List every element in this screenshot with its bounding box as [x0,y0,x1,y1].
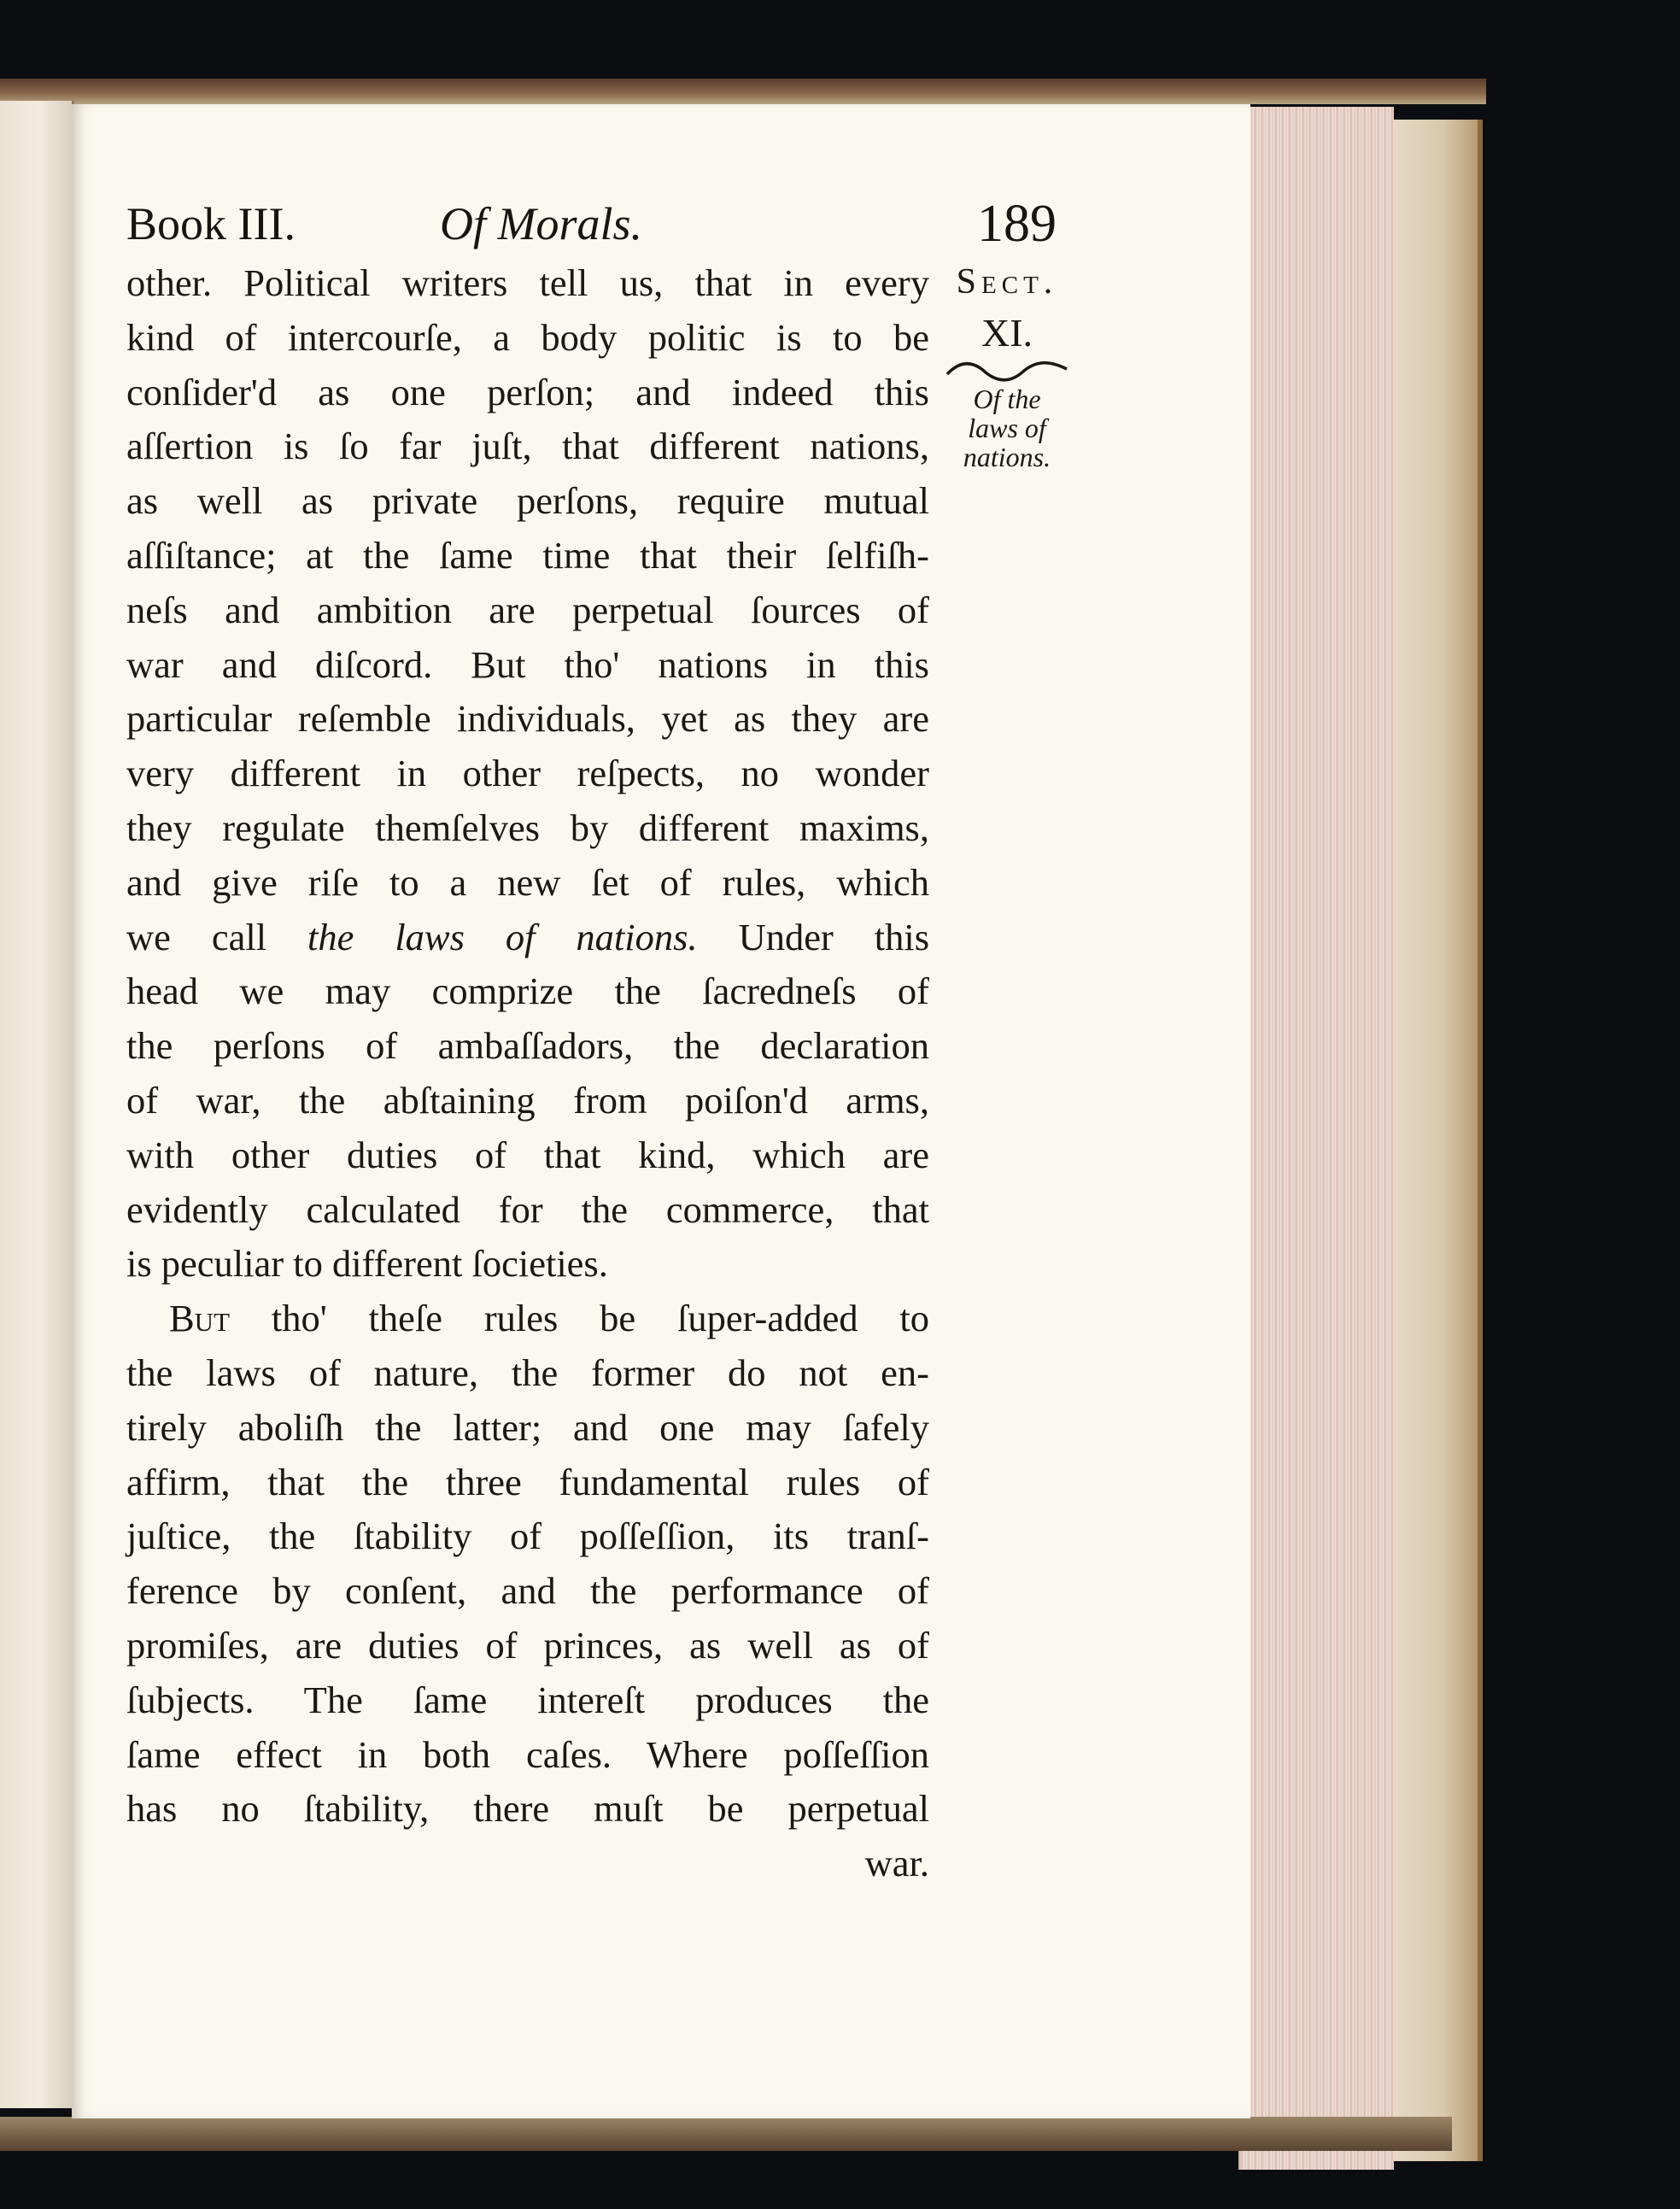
text-line: with other duties of that kind, which are [126,1133,929,1176]
previous-page-edge [0,101,74,2108]
text-line: is peculiar to different ſocieties. [126,1242,608,1286]
page-number: 189 [977,195,1057,253]
text-line: juſtice, the ſtability of poſſeſſion, its tranſ- [126,1515,929,1558]
text-line: ference by conſent, and the performance of [126,1569,929,1613]
text-line: evidently calculated for the commerce, that [126,1187,929,1231]
flourish-ornament [943,359,1071,384]
text-line: as well as private perſons, require mutual [126,479,929,523]
text-line: of war, the abſtaining from poiſon'd arms, [126,1078,929,1122]
section-label: Sect. [956,262,1058,302]
text-line: head we may comprize the ſacredneſs of [126,970,929,1013]
italic-phrase: the laws of nations. [307,915,698,958]
text-fragment: Under this [738,915,930,958]
text-line: aſſertion is ſo far juſt, that different nations, [126,425,929,468]
text-line: other. Political writers tell us, that in every [126,261,929,304]
text-line: has no ſtability, there muſt be perpetual [126,1787,929,1831]
text-line: conſider'd as one perſon; and indeed this [126,370,929,413]
text-line: aſſiſtance; at the ſame time that their ſelfiſh- [126,533,929,577]
text-fragment: tho' theſe rules be ſuper-added to [271,1297,930,1340]
text-line: tirely aboliſh the latter; and one may ſafely [126,1405,929,1449]
text-line: the laws of nature, the former do not en- [126,1351,929,1394]
text-line: they regulate themſelves by different maxims, [126,806,929,849]
catchword: war. [864,1842,929,1885]
text-line: particular reſemble individuals, yet as they are [126,697,929,741]
text-line: the perſons of ambaſſadors, the declaration [126,1024,929,1068]
text-line-mixed [126,911,929,965]
side-note [934,256,1080,472]
running-head-title: Of Morals. [440,198,643,249]
back-board [1392,120,1483,2161]
side-note-line: laws of [968,413,1046,443]
text-line: ſame effect in both caſes. Where poſſeſſion [126,1732,929,1776]
paragraph-opening-line [126,1292,929,1346]
running-head-book: Book III. [126,198,296,249]
section-number: XI. [980,311,1033,354]
binding-top-edge [0,79,1486,104]
text-line: promiſes, are duties of princes, as well as of [126,1623,929,1667]
side-note-line: Of the [973,384,1041,414]
text-fragment: we call [126,915,267,958]
binding-bottom-edge [0,2117,1452,2151]
text-line: very different in other reſpects, no wonder [126,752,929,795]
text-line: neſs and ambition are perpetual ſources of [126,588,929,631]
body-text [126,256,929,1891]
text-line: affirm, that the three fundamental rules of [126,1460,929,1503]
paragraph-opening-word: But [169,1297,231,1340]
text-line: and give riſe to a new ſet of rules, which [126,860,929,904]
text-line: war and diſcord. But tho' nations in this [126,642,929,686]
page-fore-edge [1238,107,1394,2170]
text-line: kind of intercourſe, a body politic is to be [126,315,929,359]
text-line: ſubjects. The ſame intereſt produces the [126,1678,929,1721]
side-note-line: nations. [963,442,1051,472]
